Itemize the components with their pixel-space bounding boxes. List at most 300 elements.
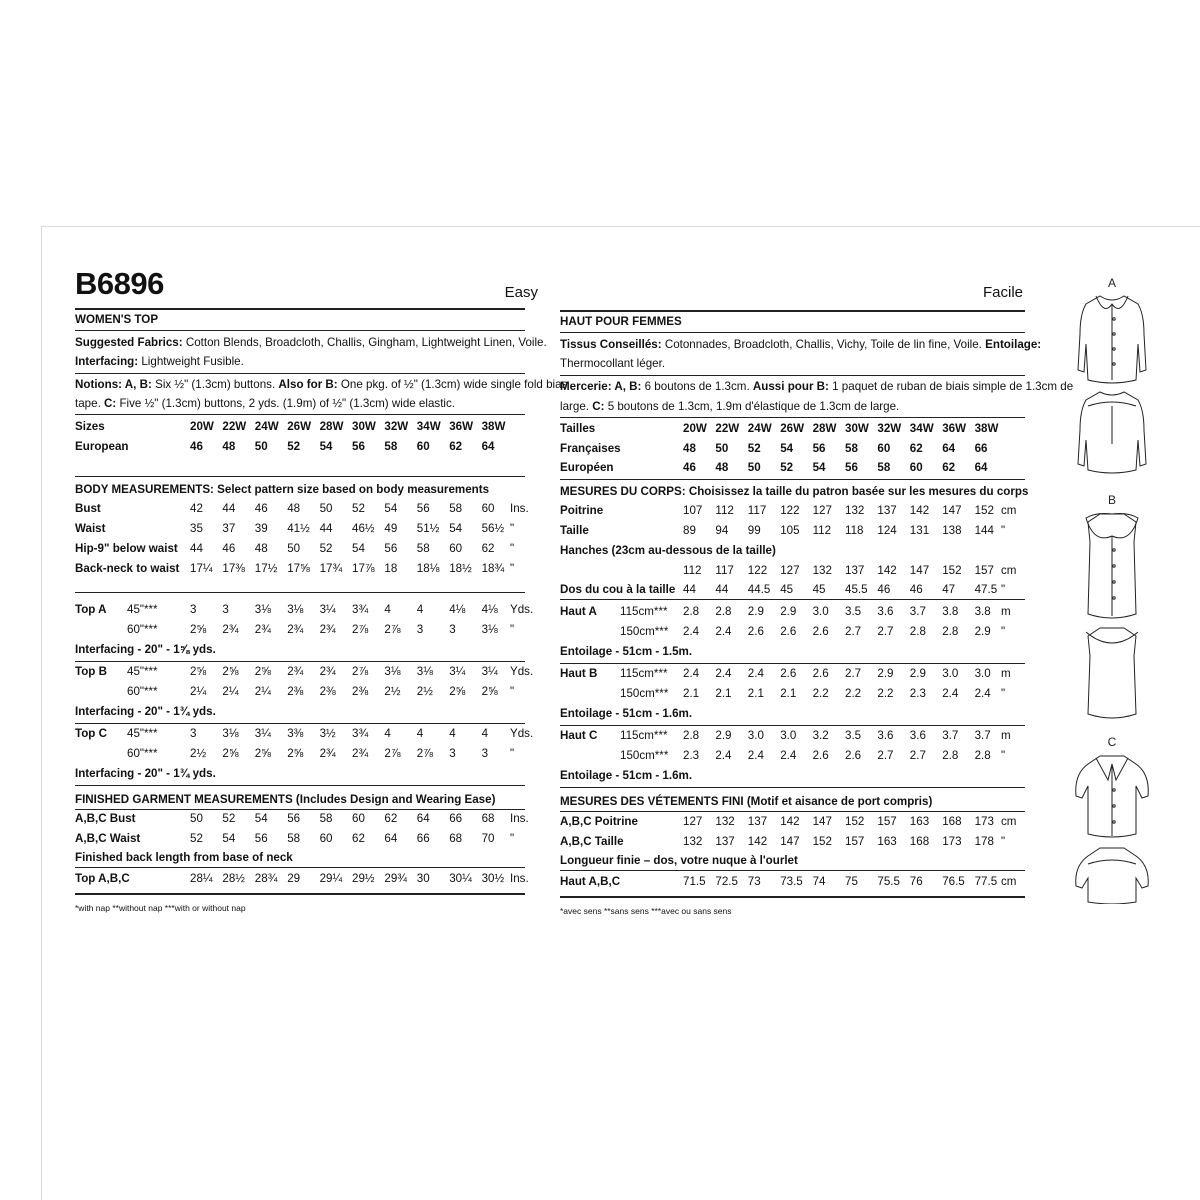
cell-value: 46 xyxy=(909,583,923,596)
cell-value: 62 xyxy=(942,461,956,474)
cell-value: 2.4 xyxy=(942,687,959,700)
row-label: Françaises xyxy=(560,442,621,455)
interfacing: Interfacing: Lightweight Fusible. xyxy=(75,355,244,368)
cell-value: 147 xyxy=(909,564,930,577)
cell-value: 60 xyxy=(877,442,891,455)
cell-value: 2¾ xyxy=(352,747,369,760)
cell-value: 45 xyxy=(780,583,794,596)
cell-value: 60 xyxy=(449,542,463,555)
interfacing: Thermocollant léger. xyxy=(560,357,666,370)
cell-value: 2⅞ xyxy=(384,623,401,636)
unit: Ins. xyxy=(510,872,529,885)
cell-value: 3.5 xyxy=(845,605,862,618)
cell-value: 2.7 xyxy=(877,749,894,762)
cell-value: 17⅜ xyxy=(222,562,245,575)
rule xyxy=(75,476,525,477)
cell-value: 2½ xyxy=(190,747,207,760)
cell-value: 58 xyxy=(877,461,891,474)
cell-value: 56 xyxy=(352,440,365,453)
cell-value: 29½ xyxy=(352,872,375,885)
unit: " xyxy=(510,685,515,698)
cell-value: 66 xyxy=(974,442,988,455)
cell-value: 64 xyxy=(481,440,495,453)
cell-value: 73 xyxy=(747,875,761,888)
cell-value: 2⅝ xyxy=(222,665,239,678)
yardage-row xyxy=(75,601,534,618)
cell-value: 18⅛ xyxy=(416,562,440,575)
rule xyxy=(560,310,1025,312)
cell-value: 2.8 xyxy=(715,605,732,618)
cell-value: 50 xyxy=(254,440,268,453)
cell-value: 137 xyxy=(877,504,897,517)
cell-value: 3 xyxy=(449,623,456,636)
cell-value: 44 xyxy=(190,542,203,555)
cell-value: 39 xyxy=(254,522,268,535)
cell-value: 45 xyxy=(812,583,826,596)
cell-value: 168 xyxy=(942,815,962,828)
unit: " xyxy=(510,542,515,555)
cell-value: 2⅝ xyxy=(190,623,207,636)
cell-value: 20W xyxy=(190,420,214,433)
cell-value: 3⅛ xyxy=(222,727,239,740)
fabric-width: 115cm*** xyxy=(620,729,668,742)
cell-value: 54 xyxy=(254,812,268,825)
cell-value: 44 xyxy=(319,522,333,535)
french-column xyxy=(560,270,1074,920)
cell-value: 44 xyxy=(683,583,696,596)
cell-value: 22W xyxy=(715,422,740,435)
cell-value: 4⅛ xyxy=(481,603,498,616)
back-length-heading: Finished back length from base of neck xyxy=(75,851,293,864)
row-label: A,B,C Waist xyxy=(75,832,141,845)
cell-value: 157 xyxy=(877,815,897,828)
notions-line-1: Notions: A, B: Six ½" (1.3cm) buttons. Also for B: One pkg. of ½" (1.3cm) wide single fold bias xyxy=(75,378,568,391)
cell-value: 28W xyxy=(812,422,837,435)
rule xyxy=(560,599,1025,600)
interfacing-yardage: Interfacing - 20" - 1¾ yds. xyxy=(75,767,216,780)
cell-value: 122 xyxy=(780,504,800,517)
yardage-row xyxy=(75,663,534,680)
cell-value: 2⅝ xyxy=(287,747,304,760)
cell-value: 3⅛ xyxy=(481,623,498,636)
cell-value: 60 xyxy=(416,440,430,453)
cell-value: 112 xyxy=(715,504,734,517)
cell-value: 89 xyxy=(683,524,696,537)
cell-value: 2.9 xyxy=(747,605,764,618)
finished-row xyxy=(75,810,529,827)
fabric-width: 115cm*** xyxy=(620,667,668,680)
cell-value: 32W xyxy=(877,422,902,435)
rule xyxy=(560,787,1025,788)
cell-value: 46 xyxy=(222,542,236,555)
row-label: Poitrine xyxy=(560,504,604,517)
back-waist-row xyxy=(560,581,1025,598)
cell-value: 142 xyxy=(909,504,930,517)
finished-row xyxy=(560,813,1025,830)
european-sizes-row xyxy=(75,438,525,455)
french-sizes-row xyxy=(560,440,1025,457)
cell-value: 2.4 xyxy=(683,625,700,638)
cell-value: 178 xyxy=(974,835,994,848)
unit: cm xyxy=(1001,815,1017,828)
cell-value: 24W xyxy=(747,422,772,435)
cell-value: 2⅞ xyxy=(384,747,401,760)
rule xyxy=(560,811,1025,812)
cell-value: 3.6 xyxy=(877,605,894,618)
cell-value: 50 xyxy=(319,502,333,515)
cell-value: 18½ xyxy=(449,562,472,575)
cell-value: 64 xyxy=(974,461,988,474)
yardage-row xyxy=(560,665,1025,682)
fabric-width: 150cm*** xyxy=(620,687,669,700)
cell-value: 58 xyxy=(416,542,430,555)
cell-value: 2.9 xyxy=(877,667,894,680)
cell-value: 4 xyxy=(384,603,391,616)
cell-value: 2.8 xyxy=(683,605,700,618)
cell-value: 68 xyxy=(449,832,463,845)
cell-value: 64 xyxy=(942,442,956,455)
rule xyxy=(75,330,525,331)
cell-value: 72.5 xyxy=(715,875,738,888)
cell-value: 2.8 xyxy=(974,749,991,762)
rule xyxy=(75,723,525,724)
yardage-row xyxy=(75,683,525,700)
cell-value: 2.8 xyxy=(909,625,926,638)
view-c-back-sketch xyxy=(1076,848,1149,904)
cell-value: 132 xyxy=(715,815,735,828)
cell-value: 28W xyxy=(319,420,344,433)
row-label: Sizes xyxy=(75,420,105,433)
cell-value: 2.2 xyxy=(845,687,862,700)
cell-value: 152 xyxy=(974,504,994,517)
body-row xyxy=(75,500,529,517)
view-illustrations xyxy=(1072,274,1152,904)
cell-value: 152 xyxy=(845,815,865,828)
yardage-row xyxy=(560,623,1025,640)
cell-value: 28½ xyxy=(222,872,245,885)
fabric-width: 45"*** xyxy=(127,603,158,616)
cell-value: 42 xyxy=(190,502,203,515)
cell-value: 60 xyxy=(909,461,923,474)
garment-sketches xyxy=(1072,274,1152,904)
cell-value: 152 xyxy=(942,564,962,577)
sizes-row xyxy=(560,420,1025,437)
cell-value: 46 xyxy=(683,461,696,474)
cell-value: 64 xyxy=(416,812,430,825)
cell-value: 46 xyxy=(877,583,891,596)
cell-value: 132 xyxy=(683,835,703,848)
cell-value: 3.6 xyxy=(909,729,926,742)
back-length-row xyxy=(75,870,529,887)
cell-value: 3⅛ xyxy=(287,603,304,616)
cell-value: 3¾ xyxy=(352,603,369,616)
difficulty-level-en: Easy xyxy=(504,284,538,301)
cell-value: 3.2 xyxy=(812,729,829,742)
cell-value: 46½ xyxy=(352,522,375,535)
cell-value: 77.5 xyxy=(974,875,998,888)
cell-value: 47.5 xyxy=(974,583,998,596)
cell-value: 173 xyxy=(974,815,994,828)
cell-value: 2.9 xyxy=(780,605,797,618)
cell-value: 3 xyxy=(416,623,424,636)
cell-value: 76.5 xyxy=(942,875,965,888)
fabric-width: 150cm*** xyxy=(620,749,669,762)
cell-value: 2¾ xyxy=(319,747,336,760)
unit: Ins. xyxy=(510,812,529,825)
unit: Yds. xyxy=(510,603,534,616)
cell-value: 147 xyxy=(812,815,832,828)
cell-value: 3 xyxy=(481,747,489,760)
cell-value: 4 xyxy=(481,727,489,740)
notions-line-2: tape. C: Five ½" (1.3cm) buttons, 2 yds. (1.9m) of ½" (1.3cm) wide elastic. xyxy=(75,397,456,410)
cell-value: 118 xyxy=(845,524,864,537)
body-measurements-heading: BODY MEASUREMENTS: Select pattern size based on body measurements xyxy=(75,483,490,496)
cell-value: 4 xyxy=(449,727,456,740)
cell-value: 62 xyxy=(481,542,495,555)
fabric-width: 150cm*** xyxy=(620,625,669,638)
cell-value: 64 xyxy=(384,832,398,845)
cell-value: 26W xyxy=(287,420,312,433)
cell-value: 48 xyxy=(254,542,268,555)
cell-value: 157 xyxy=(974,564,994,577)
cell-value: 66 xyxy=(416,832,430,845)
cell-value: 56 xyxy=(416,502,430,515)
cell-value: 56 xyxy=(254,832,268,845)
cell-value: 35 xyxy=(190,522,203,535)
english-column xyxy=(75,270,568,920)
cell-value: 3¼ xyxy=(449,665,466,678)
body-row xyxy=(75,540,525,557)
rule xyxy=(75,592,525,593)
cell-value: 2.1 xyxy=(715,687,732,700)
cell-value: 60 xyxy=(352,812,365,825)
cell-value: 2¾ xyxy=(319,665,336,678)
cell-value: 3.6 xyxy=(877,729,894,742)
cell-value: 4 xyxy=(384,727,391,740)
cell-value: 2.6 xyxy=(780,625,797,638)
footnote-en: *with nap **without nap ***with or without nap xyxy=(75,903,246,913)
cell-value: 142 xyxy=(747,835,768,848)
unit: " xyxy=(510,623,515,636)
cell-value: 50 xyxy=(190,812,203,825)
rule xyxy=(75,785,525,786)
body-row xyxy=(560,502,1025,519)
cell-value: 2¾ xyxy=(254,623,271,636)
row-label: Waist xyxy=(75,522,106,535)
cell-value: 26W xyxy=(780,422,805,435)
cell-value: 2⅞ xyxy=(352,623,369,636)
cell-value: 29¾ xyxy=(384,872,407,885)
cell-value: 2.9 xyxy=(909,667,926,680)
cell-value: 127 xyxy=(780,564,800,577)
cell-value: 52 xyxy=(222,812,236,825)
cell-value: 2⅞ xyxy=(352,665,369,678)
back-length-heading: Longueur finie – dos, votre nuque à l'ourlet xyxy=(560,854,798,867)
cell-value: 17¾ xyxy=(319,562,343,575)
cell-value: 58 xyxy=(384,440,398,453)
yardage-row xyxy=(560,603,1025,620)
cell-value: 50 xyxy=(287,542,301,555)
cell-value: 54 xyxy=(449,522,463,535)
cell-value: 94 xyxy=(715,524,729,537)
cell-value: 56 xyxy=(812,442,826,455)
cell-value: 73.5 xyxy=(780,875,803,888)
finished-measurements-heading: MESURES DES VÉTEMENTS FINI (Motif et aisance de port compris) xyxy=(560,795,933,808)
unit: " xyxy=(1001,524,1006,537)
cell-value: 3.0 xyxy=(812,605,829,618)
cell-value: 112 xyxy=(683,564,702,577)
yardage-row xyxy=(560,727,1025,744)
cell-value: 2.8 xyxy=(683,729,700,742)
cell-value: 2¾ xyxy=(222,623,239,636)
cell-value: 17⅝ xyxy=(287,562,310,575)
notions-line-1: Mercerie: A, B: 6 boutons de 1.3cm. Aussi pour B: 1 paquet de ruban de biais simple de 1.3cm de xyxy=(560,380,1074,393)
cell-value: 2.4 xyxy=(974,687,991,700)
cell-value: 4 xyxy=(416,603,424,616)
unit: Yds. xyxy=(510,727,534,740)
cell-value: 36W xyxy=(942,422,967,435)
cell-value: 2.6 xyxy=(812,625,829,638)
cell-value: 2¾ xyxy=(287,623,304,636)
cell-value: 99 xyxy=(747,524,761,537)
unit: " xyxy=(510,522,515,535)
cell-value: 2.2 xyxy=(877,687,894,700)
unit: " xyxy=(510,832,515,845)
cell-value: 3.8 xyxy=(942,605,959,618)
cell-value: 2.7 xyxy=(909,749,926,762)
rule xyxy=(75,661,525,662)
cell-value: 22W xyxy=(222,420,247,433)
cell-value: 168 xyxy=(909,835,930,848)
cell-value: 44 xyxy=(715,583,729,596)
cell-value: 2⅝ xyxy=(481,685,498,698)
cell-value: 24W xyxy=(254,420,279,433)
cell-value: 173 xyxy=(942,835,962,848)
cell-value: 30W xyxy=(845,422,869,435)
cell-value: 34W xyxy=(909,422,934,435)
cell-value: 45.5 xyxy=(845,583,868,596)
rule xyxy=(75,373,525,374)
cell-value: 3⅛ xyxy=(254,603,271,616)
cell-value: 54 xyxy=(812,461,826,474)
unit: " xyxy=(1001,625,1006,638)
row-label: Bust xyxy=(75,502,101,515)
suggested-fabrics: Tissus Conseillés: Cotonnades, Broadcloth, Challis, Vichy, Toile de lin fine, Voile. Entoilage: xyxy=(560,338,1042,351)
cell-value: 29¼ xyxy=(319,872,343,885)
rule xyxy=(560,479,1025,480)
rule xyxy=(560,375,1025,376)
cell-value: 62 xyxy=(909,442,923,455)
cell-value: 52 xyxy=(190,832,203,845)
cell-value: 20W xyxy=(683,422,707,435)
row-label: Haut A,B,C xyxy=(560,875,621,888)
finished-row xyxy=(75,830,525,847)
yardage-row xyxy=(75,621,525,638)
unit: " xyxy=(1001,687,1006,700)
cell-value: 62 xyxy=(352,832,365,845)
cell-value: 56½ xyxy=(481,522,505,535)
cell-value: 3½ xyxy=(319,727,336,740)
cell-value: 48 xyxy=(715,461,729,474)
cell-value: 46 xyxy=(254,502,268,515)
body-row xyxy=(75,520,525,537)
unit: cm xyxy=(1001,875,1017,888)
unit: cm xyxy=(1001,504,1017,517)
fabric-width: 60"*** xyxy=(127,623,158,636)
cell-value: 4⅛ xyxy=(449,603,466,616)
cell-value: 3¼ xyxy=(254,727,271,740)
interfacing-yardage: Entoilage - 51cm - 1.5m. xyxy=(560,645,693,658)
cell-value: 75.5 xyxy=(877,875,900,888)
cell-value: 58 xyxy=(287,832,301,845)
cell-value: 3.5 xyxy=(845,729,862,742)
pattern-number: B6896 xyxy=(75,266,164,301)
notions-line-2: large. C: 5 boutons de 1.3cm, 1.9m d'élastique de 1.3cm de large. xyxy=(560,400,900,413)
cell-value: 62 xyxy=(384,812,398,825)
cell-value: 34W xyxy=(416,420,441,433)
cell-value: 147 xyxy=(942,504,962,517)
cell-value: 48 xyxy=(287,502,301,515)
row-label: Top A xyxy=(75,603,107,616)
unit: Ins. xyxy=(510,502,529,515)
cell-value: 2¾ xyxy=(319,623,336,636)
cell-value: 117 xyxy=(715,564,734,577)
finished-row xyxy=(560,833,1025,850)
unit: " xyxy=(510,562,515,575)
body-row xyxy=(75,560,525,577)
cell-value: 2.6 xyxy=(812,667,829,680)
cell-value: 51½ xyxy=(416,522,440,535)
rule xyxy=(560,725,1025,726)
unit: cm xyxy=(1001,564,1017,577)
cell-value: 2⅝ xyxy=(222,747,239,760)
cell-value: 3 xyxy=(222,603,229,616)
cell-value: 2½ xyxy=(416,685,433,698)
cell-value: 117 xyxy=(747,504,767,517)
cell-value: 54 xyxy=(384,502,398,515)
cell-value: 17⅞ xyxy=(352,562,375,575)
finished-measurements-heading: FINISHED GARMENT MEASUREMENTS (Includes Design and Wearing Ease) xyxy=(75,793,496,806)
cell-value: 2¼ xyxy=(222,685,239,698)
view-label-c: C xyxy=(1107,735,1117,749)
cell-value: 2.7 xyxy=(845,625,862,638)
cell-value: 58 xyxy=(319,812,333,825)
cell-value: 147 xyxy=(780,835,800,848)
rule xyxy=(75,308,525,310)
rule xyxy=(75,893,525,895)
rule xyxy=(560,663,1025,664)
cell-value: 132 xyxy=(845,504,865,517)
cell-value: 3.7 xyxy=(942,729,959,742)
cell-value: 3 xyxy=(190,603,197,616)
cell-value: 2.7 xyxy=(845,667,862,680)
row-label: Hip-9" below waist xyxy=(75,542,178,555)
row-label: Haut C xyxy=(560,729,598,742)
row-label: Haut B xyxy=(560,667,598,680)
cell-value: 54 xyxy=(222,832,236,845)
view-label-a: A xyxy=(1107,276,1117,290)
cell-value: 2.7 xyxy=(877,625,894,638)
cell-value: 105 xyxy=(780,524,800,537)
cell-value: 50 xyxy=(715,442,729,455)
rule xyxy=(560,417,1025,418)
cell-value: 56 xyxy=(384,542,398,555)
cell-value: 142 xyxy=(780,815,800,828)
cell-value: 2.9 xyxy=(974,625,991,638)
cell-value: 32W xyxy=(384,420,409,433)
cell-value: 50 xyxy=(747,461,761,474)
row-label: Taille xyxy=(560,524,589,537)
